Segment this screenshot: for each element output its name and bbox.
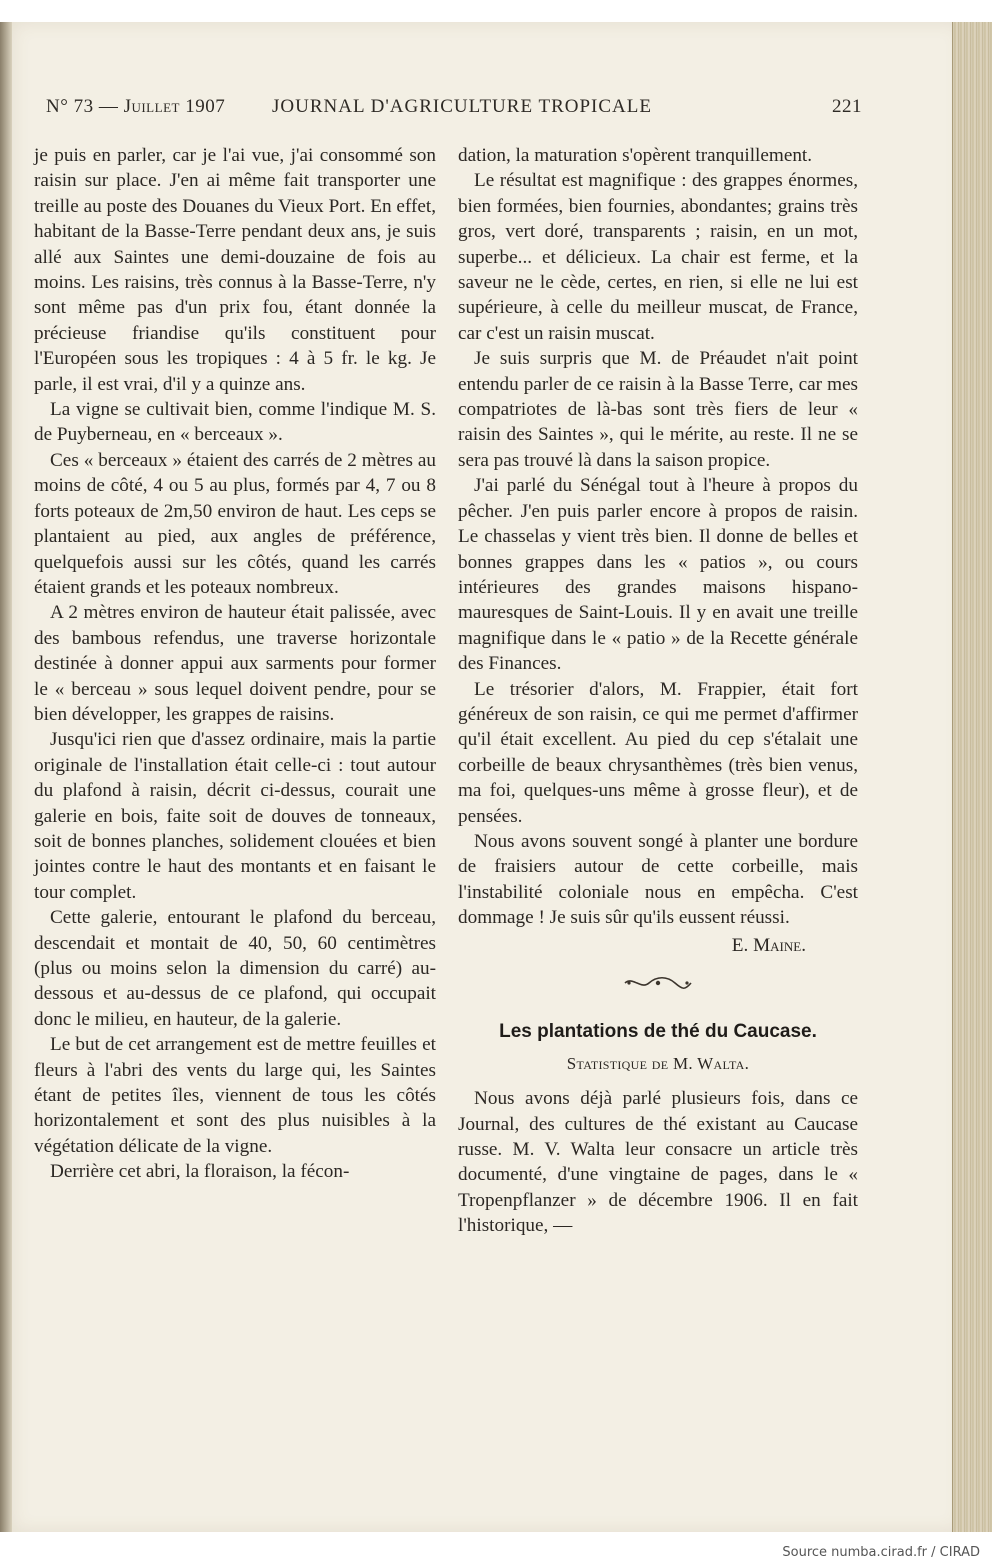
issue-date: N° 73 — Juillet 1907 [46, 96, 226, 117]
paragraph: J'ai parlé du Sénégal tout à l'heure à propos du pêcher. J'en puis parler encore à propos de raisin. Le chasselas y vient très bien. Il donne de belles et bonnes grappes dans les « patios », ou cours intérieures des grandes maisons hispano-mauresques de Saint-Louis. Il y en avait une treille magnifique dans le « patio » de la Recette générale des Finances. [458, 475, 858, 675]
section-subtitle: Statistique de M. Walta. [566, 1053, 750, 1073]
paragraph: Derrière cet abri, la floraison, la fécon- [50, 1161, 350, 1183]
journal-title: JOURNAL D'AGRICULTURE TROPICALE [272, 96, 652, 117]
fleuron-icon [623, 976, 693, 990]
right-column [458, 143, 858, 1239]
paragraph: Jusqu'ici rien que d'assez ordinaire, mais la partie originale de l'installation était celle-ci : tout autour du plafond à raisin, décrit ci-dessus, courait une galerie en bois, faite soit de douves de tonneaux, soit de bonnes planches, solidement clouées et bien jointes contre le haut des montants et en faisant le tour complet. [34, 729, 436, 903]
page-number: 221 [832, 96, 862, 117]
paragraph: je puis en parler, car je l'ai vue, j'ai consommé son raisin sur place. J'en ai même fait transporter une treille au poste des Douanes du Vieux Port. En effet, habitant de la Basse-Terre pendant deux ans, je suis allé aux Saintes une demi-douzaine de fois au moins. Les raisins, très connus à la Basse-Terre, n'y sont même pas d'un prix fou, étant donnée la précieuse friandise qu'ils constituent pour l'Européen sous les tropiques : 4 à 5 fr. le kg. Je parle, il est vrai, d'il y a quinze ans. [34, 145, 436, 395]
book-page-edges [952, 22, 992, 1532]
paragraph: Le but de cet arrangement est de mettre feuilles et fleurs à l'abri des vents du large qui, les Saintes étant de petites îles, viennent de tous les côtés horizontalement et sont des plus nuisibles à la végétation délicate de la vigne. [34, 1034, 436, 1157]
paragraph: La vigne se cultivait bien, comme l'indique M. S. de Puyberneau, en « berceaux ». [34, 399, 436, 446]
paragraph: Le trésorier d'alors, M. Frappier, était fort généreux de son raisin, ce qui me permet d'affirmer qu'il était excellent. Au pied du cep s'étalait une corbeille de beaux chrysanthèmes (très bien venus, ma foi, quelques-uns même à grosse fleur), et de pensées. [458, 678, 858, 827]
section-title: Les plantations de thé du Caucase. [499, 1021, 817, 1043]
ornament-divider-icon [458, 972, 858, 997]
paragraph: A 2 mètres environ de hauteur était palissée, avec des bambous refendus, une traverse horizontale destinée à donner appui aux sarments pour former le « berceau » sous lequel doivent pendre, pour se bien développer, les grappes de raisins. [34, 602, 436, 725]
paragraph: Je suis surpris que M. de Préaudet n'ait point entendu parler de ce raisin à la Basse Terre, car mes compatriotes de là-bas sont très fiers de leur « raisin des Saintes », qui le mérite, au reste. Il ne se sera pas trouvé là dans la saison propice. [458, 348, 858, 471]
paragraph: Le résultat est magnifique : des grappes énormes, bien formées, bien fournies, abondantes; grains très gros, vert doré, transparents ; raisin, en un mot, superbe... et délicieux. La chair est ferme, et la saveur ne le cède, certes, en rien, si elle ne lui est supérieure, à celle du meilleur muscat, de France, car c'est un raisin muscat. [458, 170, 858, 344]
paragraph: Ces « berceaux » étaient des carrés de 2 mètres au moins de côté, 4 ou 5 au plus, formés par 4, 7 ou 8 forts poteaux de 2m,50 environ de haut. Les ceps se plantaient au pied, aux angles de préférence, quelquefois aussi sur les côtés, quand les carrés étaient grands et les poteaux nombreux. [34, 449, 436, 598]
running-header [46, 96, 862, 124]
paragraph: Nous avons déjà parlé plusieurs fois, dans ce Journal, des cultures de thé existant au Caucase russe. M. V. Walta leur consacre un article très documenté, d'une vingtaine de pages, dans le « Tropenpflanzer » de décembre 1906. Il en fait l'historique, — [458, 1088, 858, 1237]
page-binding-shadow [0, 22, 12, 1532]
author-signature: E. Maine. [731, 934, 806, 956]
paragraph: Nous avons souvent songé à planter une bordure de fraisiers autour de cette corbeille, mais l'instabilité coloniale nous en empêcha. C'est dommage ! Je suis sûr qu'ils eussent réussi. [458, 830, 858, 929]
left-column [34, 143, 436, 1185]
paragraph: dation, la maturation s'opèrent tranquillement. [458, 145, 813, 166]
source-credit: Source numba.cirad.fr / CIRAD [782, 1545, 980, 1560]
paragraph: Cette galerie, entourant le plafond du berceau, descendait et montait de 40, 50, 60 centimètres (plus ou moins selon la dimension du carré) au-dessous et au-dessus de ce plafond, qui occupait donc le milieu, en hauteur, de la galerie. [34, 907, 436, 1030]
